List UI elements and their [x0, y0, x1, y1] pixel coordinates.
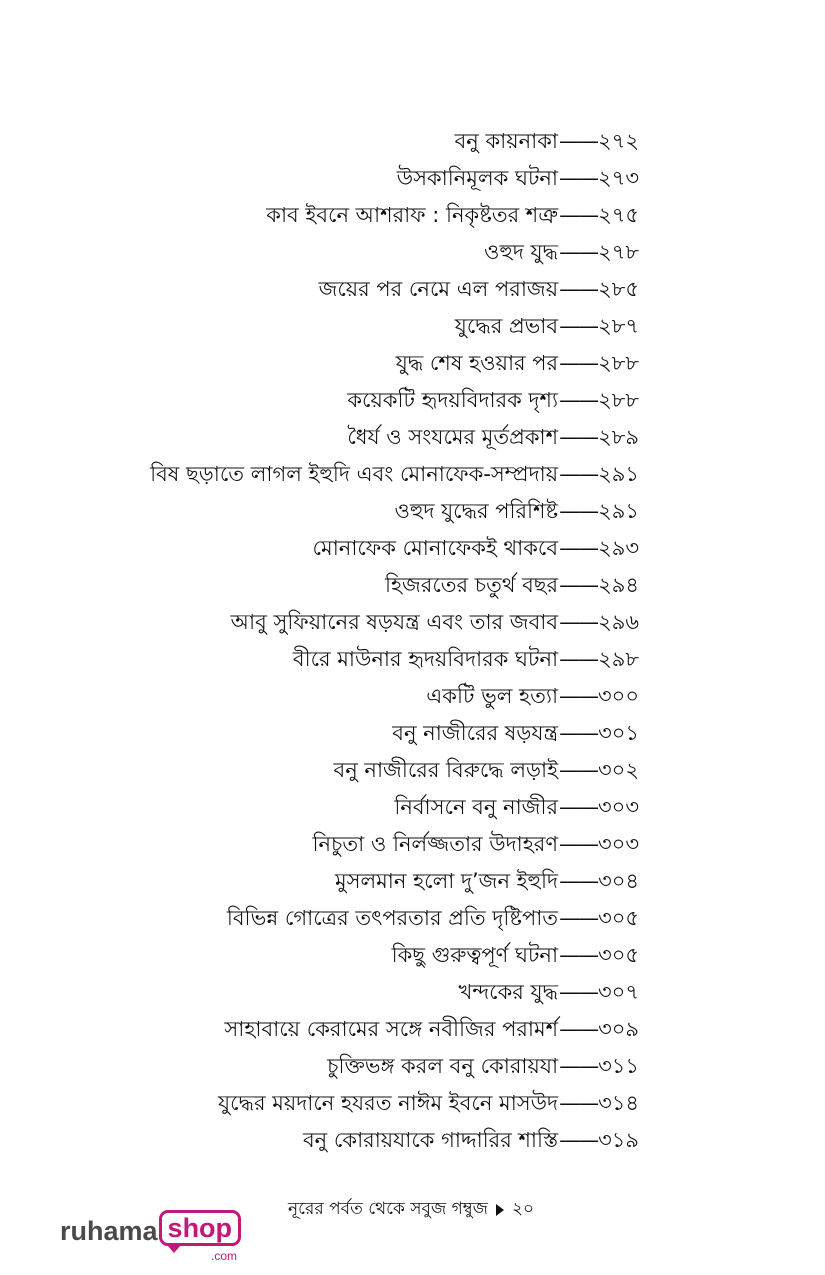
- toc-entry-title: বনু নাজীরের বিরুদ্ধে লড়াই: [333, 758, 559, 782]
- toc-entry-page: ২৯১: [598, 499, 639, 523]
- toc-leader-dash: ——: [559, 425, 598, 449]
- toc-entry: [39, 493, 639, 530]
- toc-entry: [39, 123, 639, 160]
- toc-leader-dash: ——: [559, 721, 598, 745]
- toc-entry-page: ২৮৮: [598, 351, 639, 375]
- toc-entry: [39, 382, 639, 419]
- toc-entry-page: ৩০২: [598, 758, 639, 782]
- toc-entry: [39, 345, 639, 382]
- toc-entry: [39, 752, 639, 789]
- toc-entry-title: যুদ্ধের ময়দানে হযরত নাঈম ইবনে মাসউদ: [218, 1091, 559, 1115]
- toc-leader-dash: ——: [559, 832, 598, 856]
- toc-entry-page: ৩০১: [598, 721, 639, 745]
- toc-entry: [39, 937, 639, 974]
- toc-entry-page: ২৭৫: [598, 203, 639, 227]
- toc-leader-dash: ——: [559, 314, 598, 338]
- toc-entry-page: ২৯১: [598, 462, 639, 486]
- toc-entry-title: ধৈর্য ও সংযমের মূর্তপ্রকাশ: [347, 425, 559, 449]
- toc-leader-dash: ——: [559, 129, 598, 153]
- toc-entry-page: ৩০৫: [598, 906, 639, 930]
- toc-entry-title: বিভিন্ন গোত্রের তৎপরতার প্রতি দৃষ্টিপাত: [226, 906, 559, 930]
- toc-leader-dash: ——: [559, 906, 598, 930]
- toc-entry-page: ৩০৫: [598, 943, 639, 967]
- toc-leader-dash: ——: [559, 1128, 598, 1152]
- toc-entry-page: ২৭২: [598, 129, 639, 153]
- toc-entry-title: নির্বাসনে বনু নাজীর: [394, 795, 559, 819]
- toc-entry-title: মুসলমান হলো দু’জন ইহুদি: [334, 869, 559, 893]
- toc-entry: [39, 715, 639, 752]
- toc-entry: [39, 604, 639, 641]
- toc-leader-dash: ——: [559, 758, 598, 782]
- toc-entry: [39, 641, 639, 678]
- toc-entry-title: নিচুতা ও নির্লজ্জতার উদাহরণ: [312, 832, 559, 856]
- speech-bubble-tail-icon: [167, 1245, 181, 1253]
- toc-entry: [39, 234, 639, 271]
- toc-entry: [39, 419, 639, 456]
- toc-leader-dash: ——: [559, 388, 598, 412]
- toc-entry: [39, 1085, 639, 1122]
- toc-entry-page: ২৭৮: [598, 240, 639, 264]
- toc-entry-page: ৩১১: [598, 1054, 639, 1078]
- toc-entry-page: ২৯৮: [598, 647, 639, 671]
- toc-entry-page: ৩১৪: [598, 1091, 639, 1115]
- toc-entry-page: ২৮৭: [598, 314, 639, 338]
- toc-entry-title: হিজরতের চতুর্থ বছর: [384, 573, 559, 597]
- toc-entry-title: ওহুদ যুদ্ধের পরিশিষ্ট: [394, 499, 559, 523]
- toc-entry-page: ৩০৭: [598, 980, 639, 1004]
- toc-entry-title: কয়েকটি হৃদয়বিদারক দৃশ্য: [347, 388, 559, 412]
- toc-entry-page: ৩০৯: [598, 1017, 639, 1041]
- toc-entry-title: কিছু গুরুত্বপূর্ণ ঘটনা: [391, 943, 559, 967]
- toc-entry-title: বনু নাজীরের ষড়যন্ত্র: [392, 721, 559, 745]
- toc-entry: [39, 900, 639, 937]
- toc-entry-title: উসকানিমূলক ঘটনা: [396, 166, 559, 190]
- toc-entry-page: ২৮৯: [598, 425, 639, 449]
- toc-entry-title: বিষ ছড়াতে লাগল ইহুদি এবং মোনাফেক-সম্প্রদায়: [150, 462, 559, 486]
- toc-entry-title: খন্দকের যুদ্ধ: [458, 980, 559, 1004]
- toc-entry-page: ৩১৯: [598, 1128, 639, 1152]
- toc-leader-dash: ——: [559, 499, 598, 523]
- toc-entry: [39, 456, 639, 493]
- toc-entry-title: জয়ের পর নেমে এল পরাজয়: [318, 277, 559, 301]
- footer-book-title: নূরের পর্বত থেকে সবুজ গম্বুজ: [288, 1199, 488, 1219]
- toc-entry-page: ২৭৩: [598, 166, 639, 190]
- toc-leader-dash: ——: [559, 166, 598, 190]
- toc-entry: [39, 1011, 639, 1048]
- toc-entry: [39, 567, 639, 604]
- toc-leader-dash: ——: [559, 536, 598, 560]
- toc-entry: [39, 308, 639, 345]
- toc-entry-title: বনু কায়নাকা: [454, 129, 559, 153]
- toc-entry-title: যুদ্ধের প্রভাব: [454, 314, 559, 338]
- toc-leader-dash: ——: [559, 647, 598, 671]
- toc-entry-title: আবু সুফিয়ানের ষড়যন্ত্র এবং তার জবাব: [230, 610, 559, 634]
- ruhamashop-logo: [60, 1210, 241, 1263]
- toc-leader-dash: ——: [559, 869, 598, 893]
- toc-entry-page: ৩০৩: [598, 795, 639, 819]
- logo-shop-text: shop: [159, 1210, 242, 1246]
- toc-entry: [39, 197, 639, 234]
- toc-entry: [39, 974, 639, 1011]
- toc-leader-dash: ——: [559, 1091, 598, 1115]
- toc-entry-title: ওহুদ যুদ্ধ: [483, 240, 559, 264]
- toc-leader-dash: ——: [559, 795, 598, 819]
- toc-entry-page: ২৯৬: [598, 610, 639, 634]
- toc-leader-dash: ——: [559, 462, 598, 486]
- toc-entry-page: ২৯৩: [598, 536, 639, 560]
- toc-leader-dash: ——: [559, 573, 598, 597]
- toc-entry-title: মোনাফেক মোনাফেকই থাকবে: [312, 536, 559, 560]
- footer-page-number: ২০: [511, 1199, 535, 1219]
- toc-entry-page: ৩০৪: [598, 869, 639, 893]
- toc-entry-title: চুক্তিভঙ্গ করল বনু কোরায়যা: [327, 1054, 559, 1078]
- logo-shop-bubble: [159, 1210, 242, 1263]
- toc-entry: [39, 271, 639, 308]
- toc-entry: [39, 863, 639, 900]
- toc-entry: [39, 1122, 639, 1159]
- toc-leader-dash: ——: [559, 351, 598, 375]
- toc-entry: [39, 789, 639, 826]
- toc-leader-dash: ——: [559, 610, 598, 634]
- logo-ruhama-text: ruhama: [60, 1216, 158, 1246]
- toc-entry-page: ৩০০: [598, 684, 639, 708]
- toc-leader-dash: ——: [559, 980, 598, 1004]
- toc-entry-title: কাব ইবনে আশরাফ : নিকৃষ্টতর শত্রু: [266, 203, 559, 227]
- page-footer: [288, 1196, 534, 1224]
- toc-leader-dash: ——: [559, 1054, 598, 1078]
- toc-entry-page: ২৮৮: [598, 388, 639, 412]
- toc-leader-dash: ——: [559, 1017, 598, 1041]
- toc-entry: [39, 160, 639, 197]
- table-of-contents: [39, 123, 639, 1159]
- toc-entry-title: যুদ্ধ শেষ হওয়ার পর: [395, 351, 559, 375]
- toc-entry: [39, 826, 639, 863]
- toc-entry-title: বীরে মাউনার হৃদয়বিদারক ঘটনা: [292, 647, 559, 671]
- toc-entry-page: ২৯৪: [598, 573, 639, 597]
- toc-leader-dash: ——: [559, 684, 598, 708]
- toc-entry-page: ২৮৫: [598, 277, 639, 301]
- toc-leader-dash: ——: [559, 240, 598, 264]
- toc-entry-page: ৩০৩: [598, 832, 639, 856]
- toc-leader-dash: ——: [559, 203, 598, 227]
- toc-entry-title: বনু কোরায়যাকে গাদ্দারির শাস্তি: [302, 1128, 559, 1152]
- toc-entry-title: একটি ভুল হত্যা: [426, 684, 559, 708]
- toc-entry-title: সাহাবায়ে কেরামের সঙ্গে নবীজির পরামর্শ: [224, 1017, 559, 1041]
- toc-leader-dash: ——: [559, 277, 598, 301]
- toc-leader-dash: ——: [559, 943, 598, 967]
- toc-entry: [39, 1048, 639, 1085]
- toc-entry: [39, 678, 639, 715]
- toc-entry: [39, 530, 639, 567]
- logo-dotcom-text: .com: [211, 1249, 238, 1263]
- triangle-right-icon: [496, 1204, 504, 1216]
